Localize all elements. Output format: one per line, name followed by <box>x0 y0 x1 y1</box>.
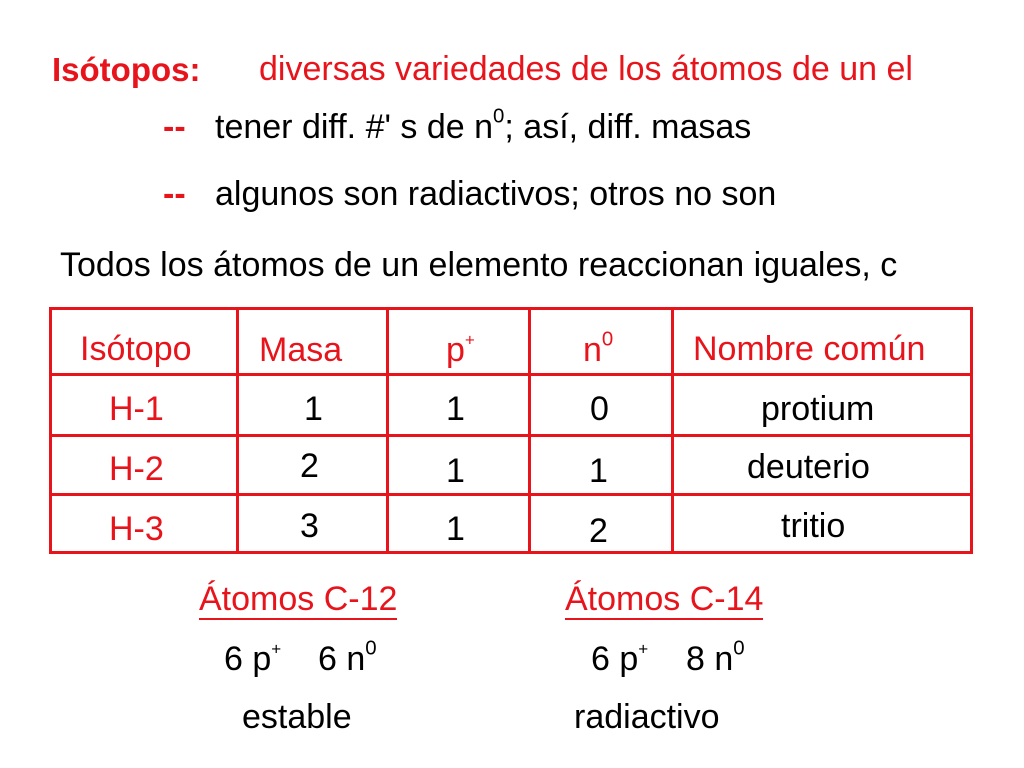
table-divider <box>49 493 973 496</box>
c12-neutrons <box>318 637 377 678</box>
row-1-mass: 1 <box>304 390 323 428</box>
c14-protons <box>591 639 649 678</box>
c14-neutrons-count: 8 n <box>686 640 734 678</box>
row-3-isotope: H-3 <box>109 510 164 548</box>
row-2-neutrons: 1 <box>589 452 608 490</box>
header-neutrons-base: n <box>583 331 602 369</box>
table-col-divider <box>671 307 674 554</box>
row-2-mass: 2 <box>300 447 319 485</box>
c14-neutrons <box>686 637 745 678</box>
row-2-name: deuterio <box>747 448 870 486</box>
bullet-dash-2: -- <box>163 175 186 213</box>
c12-title: Átomos C-12 <box>199 580 398 618</box>
header-protons-sup: + <box>464 330 475 350</box>
heading-label: Isótopos: <box>52 51 201 88</box>
row-3-mass: 3 <box>300 507 319 545</box>
header-common-name: Nombre común <box>693 330 926 368</box>
c12-neutrons-sup: 0 <box>365 637 377 660</box>
bullet-text-1 <box>215 105 752 146</box>
c14-protons-sup: + <box>638 639 649 659</box>
table-col-divider <box>386 307 389 554</box>
header-protons <box>446 330 475 369</box>
header-isotope: Isótopo <box>80 330 192 368</box>
c14-status: radiactivo <box>574 698 720 736</box>
row-1-protons: 1 <box>446 390 465 428</box>
row-2-protons: 1 <box>446 452 465 490</box>
header-protons-base: p <box>446 331 465 369</box>
table-divider <box>49 373 973 376</box>
row-3-name: tritio <box>781 507 846 545</box>
c12-protons-sup: + <box>271 639 282 659</box>
row-2-isotope: H-2 <box>109 450 164 488</box>
header-neutrons-sup: 0 <box>601 328 614 351</box>
c12-protons <box>224 639 282 678</box>
c14-title: Átomos C-14 <box>565 580 764 618</box>
bullet-1-pre: tener diff. #' s de n <box>215 108 494 146</box>
c12-neutrons-count: 6 n <box>318 640 366 678</box>
row-1-neutrons: 0 <box>590 390 609 428</box>
table-divider <box>49 434 973 437</box>
c12-status: estable <box>242 698 352 736</box>
table-col-divider <box>236 307 239 554</box>
row-3-protons: 1 <box>446 510 465 548</box>
c14-protons-count: 6 p <box>591 640 639 678</box>
statement-text: Todos los átomos de un elemento reaccionan iguales, c <box>60 246 898 284</box>
bullet-text-2: algunos son radiactivos; otros no son <box>215 175 777 213</box>
row-3-neutrons: 2 <box>589 512 608 550</box>
bullet-1-sup: 0 <box>493 105 505 128</box>
heading-definition: diversas variedades de los átomos de un el <box>259 50 913 88</box>
row-1-isotope: H-1 <box>109 390 164 428</box>
header-neutrons <box>583 328 614 369</box>
row-1-name: protium <box>761 390 875 428</box>
table-col-divider <box>528 307 531 554</box>
bullet-dash-1: -- <box>163 108 186 146</box>
c14-neutrons-sup: 0 <box>733 637 745 660</box>
header-mass: Masa <box>259 331 343 369</box>
c12-protons-count: 6 p <box>224 640 272 678</box>
bullet-1-post: ; así, diff. masas <box>504 108 752 146</box>
